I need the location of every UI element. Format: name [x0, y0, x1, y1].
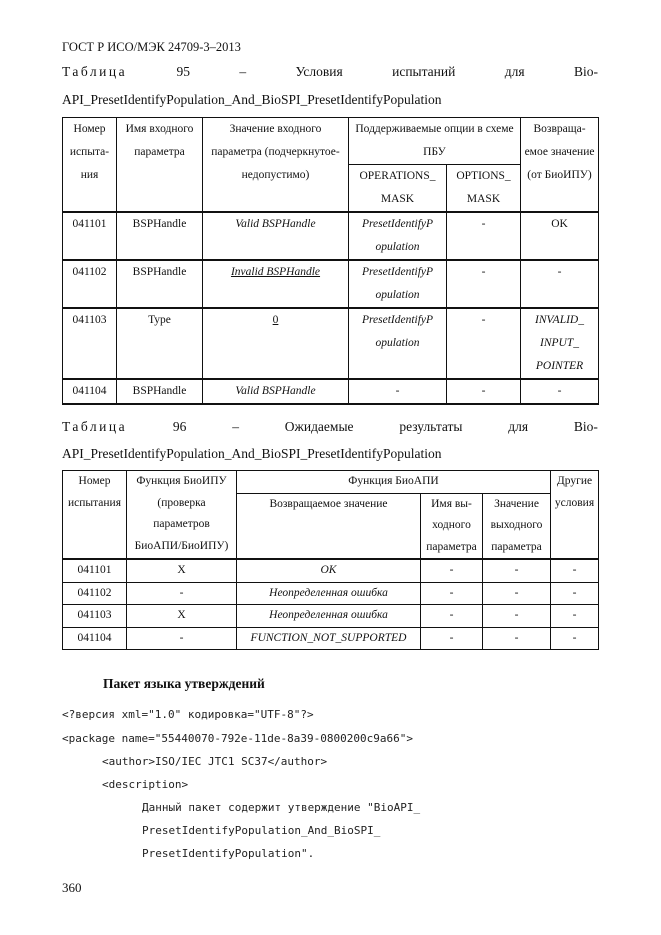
- code-line: <description>: [102, 778, 189, 791]
- table-row: [63, 308, 599, 379]
- cell-in-name: -: [421, 582, 483, 605]
- cell-ret: -: [521, 260, 599, 308]
- caption-word: Таблица: [62, 419, 128, 434]
- caption-word: Таблица: [62, 64, 128, 79]
- cell-ret: OK: [237, 559, 421, 582]
- section-title: Пакет языка утверждений: [103, 676, 265, 691]
- table96-caption-line2: API_PresetIdentifyPopulation_And_BioSPI_PresetIdentifyPopulation: [62, 446, 442, 461]
- table-row: [63, 627, 599, 650]
- cell-opt: -: [447, 212, 521, 260]
- cell-bsp: X: [127, 559, 237, 582]
- th-ops-mask: OPERATIONS_ MASK: [349, 165, 447, 213]
- cell-in-name: -: [421, 559, 483, 582]
- table96-caption: [62, 419, 598, 435]
- cell-value: Valid BSPHandle: [203, 379, 349, 404]
- table-row: [63, 559, 599, 582]
- th-out-val: Значение выходного параметра: [483, 493, 551, 559]
- th-param-name: Имя входного параметра: [117, 118, 203, 213]
- th-opt-mask: OPTIONS_ MASK: [447, 165, 521, 213]
- th-return: Возвраща-емое значение (от БиоИПУ): [521, 118, 599, 213]
- table-row: [63, 260, 599, 308]
- th-options: Поддерживаемые опции в схеме ПБУ: [349, 118, 521, 165]
- cell-ops: PresetIdentifyP opulation: [349, 260, 447, 308]
- caption-word: –: [232, 419, 239, 434]
- table95-caption: [62, 64, 598, 80]
- cell-ops: PresetIdentifyP opulation: [349, 308, 447, 379]
- th-other: Другие условия: [551, 471, 599, 560]
- cell-opt: -: [447, 260, 521, 308]
- cell-num: 041102: [63, 582, 127, 605]
- table96: [62, 470, 599, 650]
- cell-param: BSPHandle: [117, 260, 203, 308]
- cell-num: 041104: [63, 627, 127, 650]
- cell-value: 0: [203, 308, 349, 379]
- table95-caption-line2: API_PresetIdentifyPopulation_And_BioSPI_PresetIdentifyPopulation: [62, 92, 442, 107]
- cell-num: 041104: [63, 379, 117, 404]
- table95: [62, 117, 599, 405]
- table-row: [63, 582, 599, 605]
- cell-bsp: X: [127, 605, 237, 628]
- code-line: PresetIdentifyPopulation_And_BioSPI_: [142, 824, 381, 837]
- cell-num: 041103: [63, 605, 127, 628]
- th-api-function: Функция БиоАПИ: [237, 471, 551, 494]
- caption-word: 95: [176, 64, 190, 79]
- cell-num: 041102: [63, 260, 117, 308]
- cell-bsp: -: [127, 627, 237, 650]
- th-bsp-function: Функция БиоИПУ (проверка параметров БиоАПИ/БиоИПУ): [127, 471, 237, 560]
- caption-word: результаты: [399, 419, 463, 434]
- cell-in-name: -: [421, 627, 483, 650]
- cell-ret: INVALID_ INPUT_ POINTER: [521, 308, 599, 379]
- th-num: Номер испытания: [63, 471, 127, 560]
- caption-word: Bio-: [573, 64, 598, 79]
- cell-in-name: -: [421, 605, 483, 628]
- cell-value: Invalid BSPHandle: [203, 260, 349, 308]
- cell-num: 041101: [63, 212, 117, 260]
- code-line: PresetIdentifyPopulation".: [142, 847, 315, 860]
- cell-ret: Неопределенная ошибка: [237, 605, 421, 628]
- cell-ops: PresetIdentifyP opulation: [349, 212, 447, 260]
- cell-out-val: -: [483, 582, 551, 605]
- table-row: [63, 379, 599, 404]
- code-line: <author>ISO/IEC JTC1 SC37</author>: [102, 755, 328, 768]
- cell-out-val: -: [483, 627, 551, 650]
- caption-word: Условия: [295, 64, 343, 79]
- table-row: [63, 212, 599, 260]
- cell-param: BSPHandle: [117, 212, 203, 260]
- cell-ret: -: [521, 379, 599, 404]
- cell-param: Type: [117, 308, 203, 379]
- cell-opt: -: [447, 379, 521, 404]
- cell-num: 041103: [63, 308, 117, 379]
- code-line: <package name="55440070-792e-11de-8a39-0800200c9a66">: [62, 732, 413, 745]
- cell-other: -: [551, 605, 599, 628]
- caption-word: для: [508, 419, 529, 434]
- cell-value: Valid BSPHandle: [203, 212, 349, 260]
- cell-ops: -: [349, 379, 447, 404]
- table-row: [63, 605, 599, 628]
- caption-word: –: [239, 64, 247, 79]
- th-num: Номер испыта-ния: [63, 118, 117, 213]
- code-line: Данный пакет содержит утверждение "BioAPI_: [142, 801, 421, 814]
- caption-word: 96: [172, 419, 187, 434]
- cell-other: -: [551, 582, 599, 605]
- th-value: Значение входного параметра (подчеркнутое-недопустимо): [203, 118, 349, 213]
- page-header: ГОСТ Р ИСО/МЭК 24709-3–2013: [62, 40, 241, 54]
- caption-word: Ожидаемые: [284, 419, 354, 434]
- code-line: <?версия xml="1.0" кодировка="UTF-8"?>: [62, 708, 314, 721]
- th-return: Возвращаемое значение: [237, 493, 421, 559]
- cell-ret: OK: [521, 212, 599, 260]
- cell-other: -: [551, 627, 599, 650]
- cell-out-val: -: [483, 559, 551, 582]
- cell-ret: FUNCTION_NOT_SUPPORTED: [237, 627, 421, 650]
- cell-out-val: -: [483, 605, 551, 628]
- cell-other: -: [551, 559, 599, 582]
- caption-word: для: [504, 64, 525, 79]
- th-in-name: Имя вы-ходного параметра: [421, 493, 483, 559]
- page-number: 360: [62, 880, 82, 895]
- cell-ret: Неопределенная ошибка: [237, 582, 421, 605]
- caption-word: Bio-: [573, 419, 598, 434]
- cell-opt: -: [447, 308, 521, 379]
- cell-param: BSPHandle: [117, 379, 203, 404]
- cell-bsp: -: [127, 582, 237, 605]
- caption-word: испытаний: [392, 64, 456, 79]
- cell-num: 041101: [63, 559, 127, 582]
